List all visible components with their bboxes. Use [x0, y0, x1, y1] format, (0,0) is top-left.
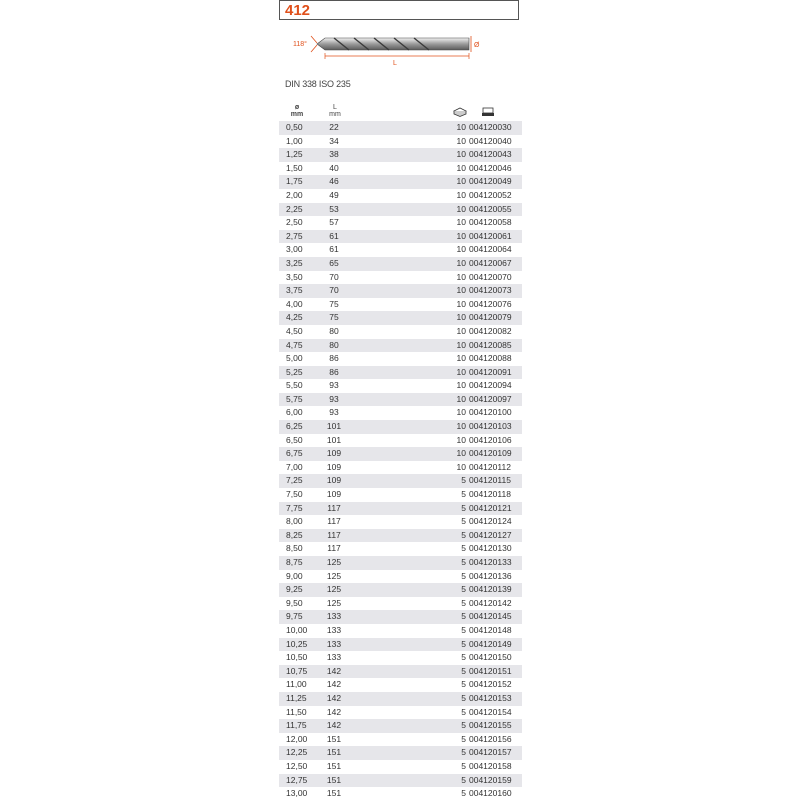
pack-quantity-cell: 5	[461, 489, 466, 500]
diameter-cell: 1,00	[286, 135, 303, 146]
diameter-cell: 10,00	[286, 624, 308, 635]
pack-quantity-cell: 10	[456, 271, 466, 282]
diameter-cell: 11,50	[286, 706, 307, 717]
diameter-cell: 11,75	[286, 720, 307, 731]
diameter-cell: 11,25	[286, 692, 307, 703]
diameter-cell: 12,25	[286, 747, 308, 758]
length-cell: 117	[327, 502, 341, 513]
product-number: 412	[285, 2, 311, 19]
diameter-cell: 6,25	[286, 421, 303, 432]
length-cell: 133	[326, 624, 342, 635]
diameter-unit: mm	[290, 111, 304, 118]
length-cell: 125	[326, 570, 342, 581]
table-row	[279, 366, 522, 380]
table-row	[279, 570, 522, 584]
length-cell: 151	[326, 788, 342, 799]
pack-quantity-cell: 10	[456, 189, 466, 200]
length-cell: 142	[326, 720, 342, 731]
diameter-cell: 6,00	[286, 407, 303, 418]
table-row	[279, 230, 522, 244]
length-cell: 133	[326, 652, 342, 663]
pack-quantity-cell: 10	[456, 393, 466, 404]
article-code-cell: 004120091	[469, 366, 512, 377]
table-row	[279, 474, 522, 488]
diameter-cell: 7,75	[286, 502, 303, 513]
diameter-cell: 10,25	[286, 638, 308, 649]
article-code-cell: 004120145	[469, 611, 512, 622]
pack-quantity-cell: 10	[456, 366, 466, 377]
column-header-length	[323, 104, 347, 118]
length-cell: 109	[326, 461, 342, 472]
table-row	[279, 488, 522, 502]
article-code-cell: 004120088	[469, 353, 512, 364]
article-code-cell: 004120152	[469, 679, 512, 690]
article-code-cell: 004120160	[469, 788, 512, 799]
article-code-cell: 004120100	[469, 407, 512, 418]
length-cell: 142	[326, 706, 342, 717]
diameter-cell: 1,25	[286, 149, 303, 160]
pack-quantity-cell: 10	[456, 461, 466, 472]
diameter-cell: 7,50	[286, 489, 303, 500]
length-cell: 22	[329, 122, 339, 132]
diameter-cell: 7,25	[286, 475, 303, 486]
table-row	[279, 774, 522, 788]
pack-quantity-cell: 10	[456, 244, 466, 255]
diameter-cell: 9,75	[286, 611, 303, 622]
length-cell: 151	[326, 760, 342, 771]
length-cell: 80	[329, 325, 339, 336]
article-code-cell: 004120155	[469, 720, 512, 731]
table-row	[279, 719, 522, 733]
length-cell: 142	[326, 679, 342, 690]
table-row	[279, 121, 522, 135]
diameter-cell: 4,25	[286, 312, 303, 323]
article-code-cell: 004120118	[469, 489, 511, 500]
diameter-cell: 12,50	[286, 760, 308, 771]
table-row	[279, 325, 522, 339]
length-cell: 125	[326, 557, 342, 567]
diameter-cell: 9,00	[286, 570, 303, 581]
diameter-cell: 12,75	[286, 774, 308, 785]
pack-quantity-cell: 5	[461, 584, 466, 595]
article-code-cell: 004120149	[469, 638, 512, 649]
diameter-cell: 11,00	[286, 679, 307, 690]
pack-quantity-cell: 5	[461, 733, 466, 744]
length-cell: 80	[329, 339, 339, 350]
article-code-cell: 004120159	[469, 774, 512, 785]
length-cell: 142	[326, 665, 342, 676]
article-code-cell: 004120040	[469, 135, 512, 146]
article-code-cell: 004120070	[469, 271, 512, 282]
pack-quantity-cell: 5	[461, 611, 466, 622]
product-table	[279, 121, 522, 801]
article-code-cell: 004120109	[469, 448, 512, 459]
article-code-cell: 004120079	[469, 312, 512, 323]
table-row	[279, 583, 522, 597]
pack-quantity-cell: 5	[461, 679, 466, 690]
pack-quantity-cell: 5	[461, 692, 466, 703]
length-cell: 65	[329, 257, 339, 268]
pack-quantity-cell: 10	[456, 298, 466, 309]
article-code-cell: 004120055	[469, 203, 512, 214]
diameter-cell: 3,25	[286, 257, 303, 268]
article-code-cell: 004120158	[469, 760, 512, 771]
pack-quantity-cell: 5	[461, 597, 466, 608]
pack-quantity-cell: 10	[456, 448, 466, 459]
table-row	[279, 665, 522, 679]
pack-quantity-cell: 10	[456, 149, 466, 160]
article-code-cell: 004120139	[469, 584, 512, 595]
table-row	[279, 298, 522, 312]
pack-quantity-cell: 10	[456, 339, 466, 350]
article-code-cell: 004120097	[469, 393, 512, 404]
table-row	[279, 529, 522, 543]
diameter-cell: 3,00	[286, 244, 303, 255]
diameter-cell: 3,75	[286, 285, 303, 296]
pack-quantity-icon	[453, 107, 467, 117]
table-row	[279, 162, 522, 176]
pack-quantity-cell: 5	[461, 543, 466, 554]
pack-quantity-cell: 10	[456, 257, 466, 268]
diameter-cell: 8,25	[286, 529, 303, 540]
pack-quantity-cell: 5	[461, 706, 466, 717]
diameter-cell: 8,75	[286, 557, 303, 567]
length-label: L	[393, 60, 397, 67]
article-code-icon	[481, 107, 495, 117]
length-cell: 93	[329, 393, 339, 404]
table-row	[279, 556, 522, 570]
diameter-cell: 3,50	[286, 271, 303, 282]
pack-quantity-cell: 5	[461, 570, 466, 581]
length-cell: 86	[329, 353, 339, 364]
pack-quantity-cell: 10	[456, 217, 466, 228]
diameter-cell: 5,00	[286, 353, 303, 364]
pack-quantity-cell: 5	[461, 516, 466, 527]
length-cell: 133	[326, 638, 342, 649]
drill-bit-icon	[289, 28, 489, 68]
length-cell: 151	[326, 733, 342, 744]
table-row	[279, 651, 522, 665]
pack-quantity-cell: 5	[461, 529, 466, 540]
article-code-cell: 004120150	[469, 652, 512, 663]
table-row	[279, 746, 522, 760]
table-row	[279, 284, 522, 298]
table-row	[279, 624, 522, 638]
table-row	[279, 135, 522, 149]
article-code-cell: 004120049	[469, 176, 512, 187]
length-cell: 125	[326, 597, 342, 608]
article-code-cell: 004120112	[469, 461, 511, 472]
table-row	[279, 706, 522, 720]
length-cell: 125	[326, 584, 342, 595]
article-code-cell: 004120082	[469, 325, 512, 336]
length-cell: 70	[329, 271, 339, 282]
table-row	[279, 257, 522, 271]
diameter-cell: 1,50	[286, 162, 303, 173]
table-row	[279, 406, 522, 420]
diameter-cell: 4,00	[286, 298, 303, 309]
length-cell: 75	[329, 298, 339, 309]
standard-reference: DIN 338 ISO 235	[285, 79, 351, 89]
article-code-cell: 004120153	[469, 692, 512, 703]
length-cell: 70	[329, 285, 339, 296]
pack-quantity-cell: 10	[456, 421, 466, 432]
article-code-cell: 004120103	[469, 421, 512, 432]
diameter-cell: 12,00	[286, 733, 308, 744]
diameter-cell: 2,75	[286, 230, 303, 241]
product-header	[279, 0, 519, 20]
length-cell: 109	[326, 475, 342, 486]
length-cell: 38	[329, 149, 339, 160]
diameter-cell: 2,00	[286, 189, 303, 200]
pack-quantity-cell: 5	[461, 747, 466, 758]
table-row	[279, 760, 522, 774]
article-code-cell: 004120136	[469, 570, 512, 581]
diameter-cell: 8,00	[286, 516, 303, 527]
pack-quantity-cell: 5	[461, 788, 466, 799]
pack-quantity-cell: 5	[461, 652, 466, 663]
diameter-cell: 9,25	[286, 584, 303, 595]
length-cell: 101	[326, 434, 342, 445]
article-code-cell: 004120058	[469, 217, 512, 228]
pack-quantity-cell: 10	[456, 230, 466, 241]
length-cell: 34	[329, 135, 339, 146]
table-row	[279, 148, 522, 162]
table-row	[279, 311, 522, 325]
table-row	[279, 339, 522, 353]
pack-quantity-cell: 10	[456, 285, 466, 296]
article-code-cell: 004120067	[469, 257, 512, 268]
article-code-cell: 004120133	[469, 557, 512, 567]
length-cell: 49	[329, 189, 339, 200]
table-row	[279, 393, 522, 407]
pack-quantity-cell: 10	[456, 380, 466, 391]
table-row	[279, 175, 522, 189]
article-code-cell: 004120130	[469, 543, 512, 554]
length-unit: mm	[329, 111, 341, 118]
table-row	[279, 434, 522, 448]
diameter-cell: 10,50	[286, 652, 308, 663]
diameter-cell: 2,25	[286, 203, 303, 214]
table-row	[279, 243, 522, 257]
table-row	[279, 216, 522, 230]
table-row	[279, 542, 522, 556]
pack-quantity-cell: 10	[456, 353, 466, 364]
article-code-cell: 004120115	[469, 475, 511, 486]
diameter-cell: 10,75	[286, 665, 308, 676]
diameter-label: Ø	[474, 42, 480, 49]
pack-quantity-cell: 5	[461, 665, 466, 676]
pack-quantity-cell: 10	[456, 325, 466, 336]
table-row	[279, 733, 522, 747]
article-code-cell: 004120127	[469, 529, 512, 540]
length-cell: 142	[326, 692, 342, 703]
table-row	[279, 787, 522, 801]
table-row	[279, 597, 522, 611]
length-cell: 133	[326, 611, 342, 622]
pack-quantity-cell: 5	[461, 475, 466, 486]
diameter-cell: 4,50	[286, 325, 303, 336]
diameter-cell: 1,75	[286, 176, 303, 187]
pack-quantity-cell: 10	[456, 312, 466, 323]
pack-quantity-cell: 5	[461, 774, 466, 785]
article-code-cell: 004120148	[469, 624, 512, 635]
length-cell: 61	[329, 244, 339, 255]
table-row	[279, 189, 522, 203]
table-row	[279, 420, 522, 434]
length-cell: 53	[329, 203, 339, 214]
diameter-cell: 7,00	[286, 461, 303, 472]
diameter-cell: 0,50	[286, 122, 303, 132]
pack-quantity-cell: 10	[456, 407, 466, 418]
length-cell: 109	[326, 489, 342, 500]
article-code-cell: 004120076	[469, 298, 512, 309]
article-code-cell: 004120085	[469, 339, 512, 350]
table-row	[279, 461, 522, 475]
table-row	[279, 203, 522, 217]
pack-quantity-cell: 10	[456, 122, 466, 132]
article-code-cell: 004120043	[469, 149, 512, 160]
pack-quantity-cell: 10	[456, 434, 466, 445]
table-row	[279, 515, 522, 529]
pack-quantity-cell: 5	[461, 760, 466, 771]
table-row	[279, 692, 522, 706]
diameter-cell: 5,25	[286, 366, 303, 377]
length-cell: 117	[327, 516, 341, 527]
article-code-cell: 004120121	[469, 502, 512, 513]
table-row	[279, 638, 522, 652]
pack-quantity-cell: 5	[461, 638, 466, 649]
length-cell: 117	[327, 543, 341, 554]
length-cell: 61	[329, 230, 339, 241]
table-row	[279, 352, 522, 366]
catalog-sheet	[279, 0, 522, 800]
point-angle-label: 118°	[293, 41, 307, 48]
article-code-cell: 004120046	[469, 162, 512, 173]
pack-quantity-cell: 10	[456, 203, 466, 214]
article-code-cell: 004120052	[469, 189, 512, 200]
length-cell: 93	[329, 380, 339, 391]
length-cell: 40	[329, 162, 339, 173]
table-row	[279, 678, 522, 692]
diameter-cell: 8,50	[286, 543, 303, 554]
pack-quantity-cell: 5	[461, 624, 466, 635]
article-code-cell: 004120094	[469, 380, 512, 391]
table-row	[279, 271, 522, 285]
table-row	[279, 502, 522, 516]
length-cell: 151	[326, 747, 342, 758]
length-cell: 101	[326, 421, 342, 432]
diameter-cell: 2,50	[286, 217, 303, 228]
diameter-symbol: ø	[294, 104, 300, 111]
article-code-cell: 004120061	[469, 230, 512, 241]
article-code-cell: 004120151	[469, 665, 512, 676]
length-cell: 117	[327, 529, 341, 540]
pack-quantity-cell: 10	[456, 176, 466, 187]
pack-quantity-cell: 10	[456, 162, 466, 173]
pack-quantity-cell: 5	[461, 720, 466, 731]
pack-quantity-cell: 10	[456, 135, 466, 146]
length-cell: 57	[329, 217, 339, 228]
length-cell: 109	[326, 448, 342, 459]
diameter-cell: 6,50	[286, 434, 303, 445]
diameter-cell: 5,50	[286, 380, 303, 391]
length-cell: 46	[329, 176, 339, 187]
article-code-cell: 004120142	[469, 597, 512, 608]
diameter-cell: 4,75	[286, 339, 303, 350]
table-row	[279, 379, 522, 393]
length-cell: 86	[329, 366, 339, 377]
article-code-cell: 004120154	[469, 706, 512, 717]
length-cell: 93	[329, 407, 339, 418]
article-code-cell: 004120157	[469, 747, 512, 758]
column-header-diameter	[285, 104, 309, 118]
table-row	[279, 447, 522, 461]
diameter-cell: 13,00	[286, 788, 308, 799]
diameter-cell: 9,50	[286, 597, 303, 608]
diameter-cell: 5,75	[286, 393, 303, 404]
article-code-cell: 004120030	[469, 122, 512, 132]
length-cell: 75	[329, 312, 339, 323]
article-code-cell: 004120156	[469, 733, 512, 744]
article-code-cell: 004120106	[469, 434, 512, 445]
pack-quantity-cell: 5	[461, 557, 466, 567]
length-symbol: L	[333, 104, 337, 111]
article-code-cell: 004120124	[469, 516, 512, 527]
article-code-cell: 004120073	[469, 285, 512, 296]
article-code-cell: 004120064	[469, 244, 512, 255]
table-row	[279, 610, 522, 624]
diameter-cell: 6,75	[286, 448, 303, 459]
length-cell: 151	[326, 774, 342, 785]
pack-quantity-cell: 5	[461, 502, 466, 513]
